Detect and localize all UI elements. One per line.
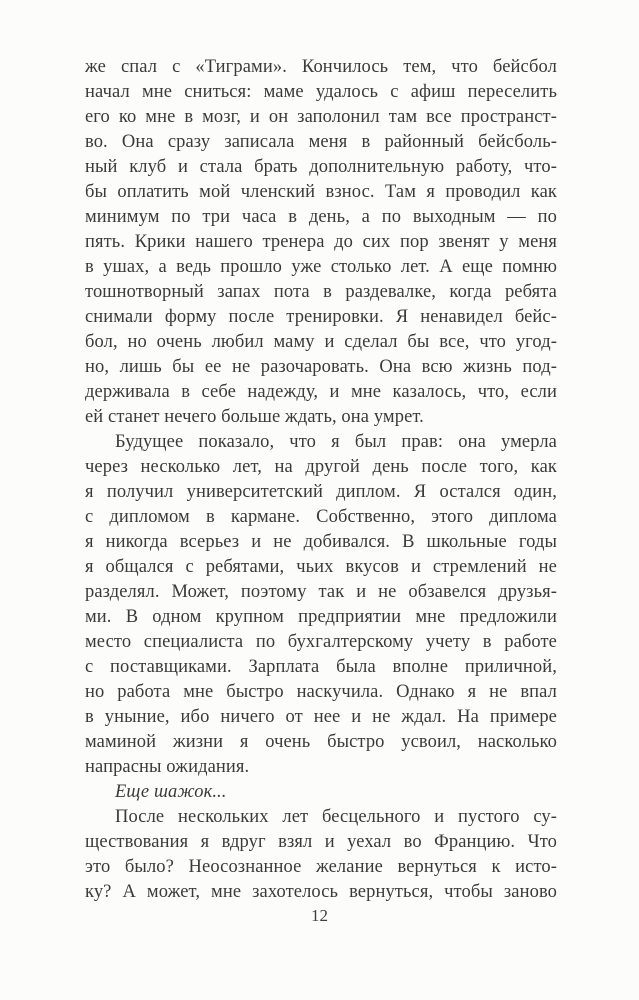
text-line: в уныние, ибо ничего от нее и не ждал. На примере [85,707,557,727]
text-line: ный клуб и стала брать дополнительную работу, что- [85,157,557,177]
text-line: тошнотворный запах пота в раздевалке, когда ребята [85,282,557,302]
text-line: Будущее показало, что я был прав: она умерла [115,432,557,452]
text-line: с поставщиками. Зарплата была вполне приличной, [85,657,557,677]
text-line: я никогда всерьез и не добивался. В школьные годы [85,532,557,552]
text-line: ей станет нечего больше ждать, она умрет. [85,407,424,427]
text-line: минимум по три часа в день, а по выходным — по [85,207,557,227]
text-line: ществования я вдруг взял и уехал во Францию. Что [85,832,557,852]
text-line: в ушах, а ведь прошло уже столько лет. А еще помню [85,257,557,277]
text-line: место специалиста по бухгалтерскому учету в работе [85,632,557,652]
text-line: но, лишь бы ее не разочаровать. Она всю жизнь под- [85,357,557,377]
text-line: ку? А может, мне захотелось вернуться, чтобы заново [85,882,557,902]
text-line: держивала в себе надежду, и мне казалось, что, если [85,382,557,402]
text-line: я получил университетский диплом. Я остался один, [85,482,557,502]
page-number: 12 [311,906,328,925]
text-line: ми. В одном крупном предприятии мне предложили [85,607,557,627]
text-line: бы оплатить мой членский взнос. Там я проводил как [85,182,557,202]
text-line: через несколько лет, на другой день после того, как [85,457,557,477]
text-line: маминой жизни я очень быстро усвоил, насколько [85,732,557,752]
text-line: напрасны ожидания. [85,757,250,777]
text-line: его ко мне в мозг, и он заполонил там все пространст- [85,107,557,127]
text-line: Еще шажок... [115,782,227,802]
text-line: с дипломом в кармане. Собственно, этого диплома [85,507,557,527]
text-line: После нескольких лет бесцельного и пустого су- [115,807,557,827]
text-line: пять. Крики нашего тренера до сих пор звенят у меня [85,232,557,252]
text-line: бол, но очень любил маму и сделал бы все, что угод- [85,332,557,352]
text-line: разделял. Может, поэтому так и не обзавелся друзья- [85,582,557,602]
text-line: я общался с ребятами, чьих вкусов и стремлений не [85,557,557,577]
page-text [85,55,557,905]
text-line: это было? Неосознанное желание вернуться к исто- [85,857,557,877]
text-line: во. Она сразу записала меня в районный бейсболь- [85,132,557,152]
text-line: начал мне сниться: маме удалось с афиш переселить [85,82,557,102]
text-line: но работа мне быстро наскучила. Однако я не впал [85,682,557,702]
text-line: снимали форму после тренировки. Я ненавидел бейс- [85,307,557,327]
text-line: же спал с «Тиграми». Кончилось тем, что бейсбол [85,57,557,77]
